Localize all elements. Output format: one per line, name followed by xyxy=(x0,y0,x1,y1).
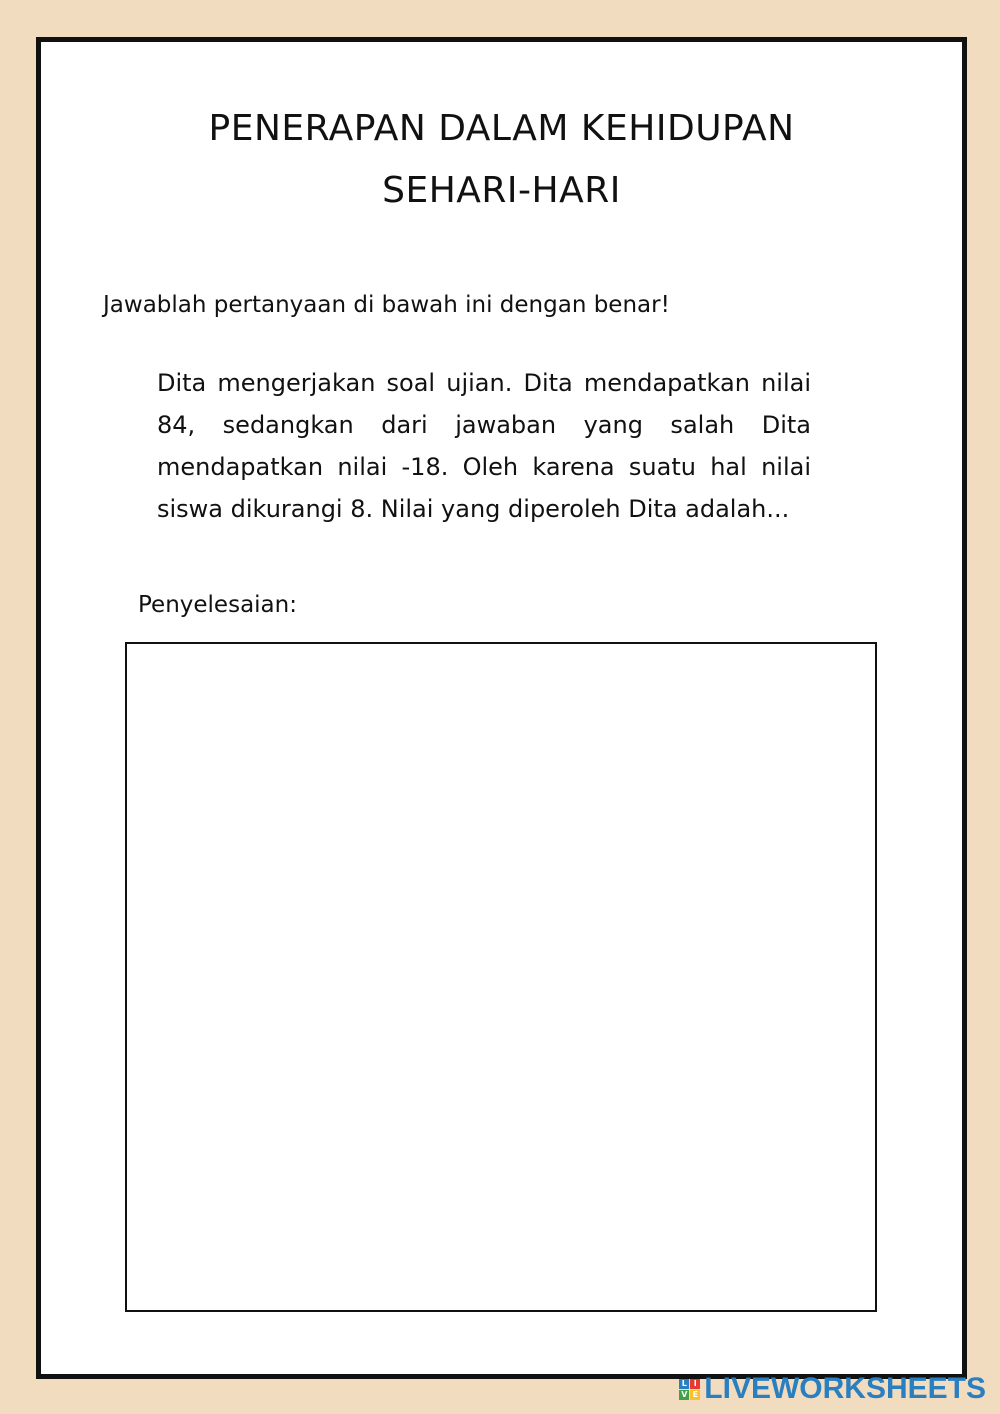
solution-label: Penyelesaian: xyxy=(138,592,297,618)
logo-letter: V xyxy=(681,1389,688,1399)
logo-letter: E xyxy=(690,1390,700,1400)
logo-letter: I xyxy=(690,1379,700,1389)
liveworksheets-logo-icon xyxy=(679,1379,700,1400)
instruction-text: Jawablah pertanyaan di bawah ini dengan benar! xyxy=(103,292,670,318)
liveworksheets-watermark xyxy=(679,1372,986,1406)
worksheet-page xyxy=(36,37,967,1379)
title-line-1: PENERAPAN DALAM KEHIDUPAN xyxy=(208,108,795,149)
answer-box[interactable] xyxy=(125,642,877,1312)
watermark-text: LIVEWORKSHEETS xyxy=(704,1372,986,1405)
logo-letter: L xyxy=(679,1379,689,1389)
title-line-2: SEHARI-HARI xyxy=(382,170,621,211)
question-text: Dita mengerjakan soal ujian. Dita mendapatkan nilai 84, sedangkan dari jawaban yang salah Dita mendapatkan nilai -18. Oleh karena suatu hal nilai siswa dikurangi 8. Nilai yang diperoleh Dita adalah... xyxy=(157,369,811,523)
